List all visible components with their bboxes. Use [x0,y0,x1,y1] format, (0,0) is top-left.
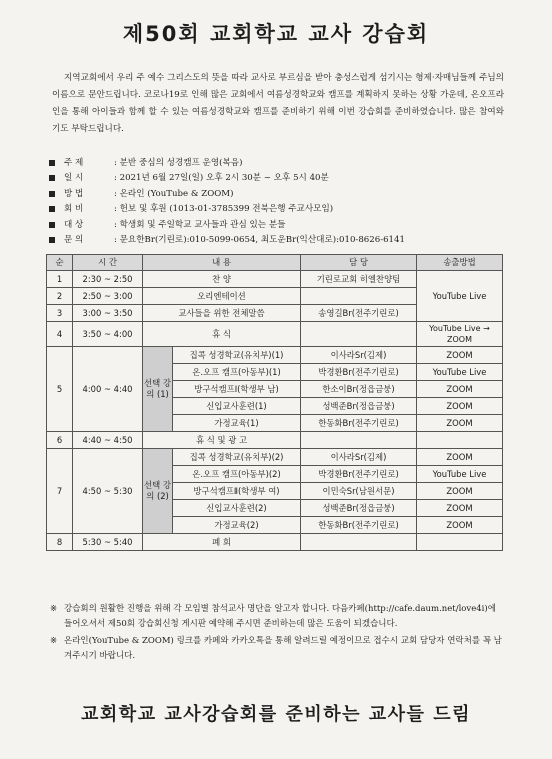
header-time: 시 간 [73,255,143,271]
table-row: 신입교사훈련(2) 성백준Br(정읍금붕) ZOOM [47,500,503,517]
footer-signature: 교회학교 교사강습회를 준비하는 교사들 드림 [81,704,471,725]
table-row: 방구석캠프Ⅱ(학생부 여) 이민숙Sr(남원서문) ZOOM [47,483,503,500]
schedule-table [46,254,503,551]
header-no: 순 [47,255,73,271]
note-item: ※ 강습회의 원활한 진행을 위해 각 모임별 참석교사 명단을 알고자 합니다. 다음카페(http://cafe.daum.net/love4i)에 들어오셔서 제50회 강습회신청 게시판 예약해 주시면 준비하는데 많은 도움이 되겠습니다. [50,602,506,632]
elective-label-1: 선택 강의 (1) [143,347,173,432]
table-row: 8 5:30 ~ 5:40 폐 회 [47,534,503,551]
table-row: 1 2:30 ~ 2:50 찬 양 기린로교회 히엘찬양팀 YouTube Live [47,271,503,288]
table-row: 2 2:50 ~ 3:00 오리엔테이션 [47,288,503,305]
info-theme: 주 제 : 분반 중심의 성경캠프 운영(복음) [48,156,518,171]
info-fee: 회 비 : 헌보 및 후원 (1013-01-3785399 전북은행 주교사모임) [48,202,518,217]
header-method: 송출방법 [417,255,503,271]
square-bullet-icon [48,218,58,233]
notes-section [50,602,506,666]
table-row: 5 4:00 ~ 4:40 선택 강의 (1) 집콕 성경학교(유치부)(1) 이사라Sr(김제) ZOOM [47,347,503,364]
table-row: 3 3:00 ~ 3:50 교사들을 위한 전체말씀 송영길Br(전주기린로) [47,305,503,322]
square-bullet-icon [48,187,58,202]
table-row: 방구석캠프Ⅰ(학생부 남) 한소이Br(정읍금붕) ZOOM [47,381,503,398]
info-method: 방 법 : 온라인 (YouTube & ZOOM) [48,187,518,202]
page-title: 제50회 교회학교 교사 강습회 [122,22,430,46]
table-row: 신입교사훈련(1) 성백준Br(정읍금붕) ZOOM [47,398,503,415]
info-contact: 문 의 : 문요한Br(기린로):010-5099-0654, 최도운Br(익산대로):010-8626-6141 [48,233,518,248]
elective-label-2: 선택 강의 (2) [143,449,173,534]
info-audience: 대 상 : 학생회 및 주일학교 교사들과 관심 있는 분들 [48,218,518,233]
info-date: 일 시 : 2021년 6월 27일(일) 오후 2시 30분 ~ 오후 5시 40분 [48,171,518,186]
table-row: 6 4:40 ~ 4:50 휴 식 및 광 고 [47,432,503,449]
square-bullet-icon [48,171,58,186]
table-row: 가정교육(1) 한동화Br(전주기린로) ZOOM [47,415,503,432]
table-row: 가정교육(2) 한동화Br(전주기린로) ZOOM [47,517,503,534]
square-bullet-icon [48,156,58,171]
table-row: 4 3:50 ~ 4:00 휴 식 YouTube Live → ZOOM [47,322,503,347]
table-header-row [47,255,503,271]
note-item: ※ 온라인(YouTube & ZOOM) 링크를 카페와 카카오톡을 통해 알려드릴 예정이므로 접수시 교회 담당자 연락처를 꼭 남겨주시기 바랍니다. [50,634,506,664]
header-content: 내 용 [143,255,301,271]
table-row: 온.오프 캠프(아동부)(2) 박경환Br(전주기린로) YouTube Live [47,466,503,483]
square-bullet-icon [48,202,58,217]
header-person: 담 당 [301,255,417,271]
table-row: 7 4:50 ~ 5:30 선택 강의 (2) 집콕 성경학교(유치부)(2) 이사라Sr(김제) ZOOM [47,449,503,466]
table-row: 온.오프 캠프(아동부)(1) 박경환Br(전주기린로) YouTube Live [47,364,503,381]
reference-mark-icon: ※ [50,636,58,646]
info-list [48,156,518,248]
method-youtube-group: YouTube Live [417,271,503,322]
square-bullet-icon [48,233,58,248]
intro-paragraph: 지역교회에서 우리 주 예수 그리스도의 뜻을 따라 교사로 부르심을 받아 충성스럽게 섬기시는 형제·자매님들께 주님의 이름으로 문안드립니다. 코로나19로 인해 많은 교회에서 여름성경학교와 캠프를 계획하지 못하는 상황 가운데, 온오프라인을 통해 아이들과 함께 할 수 있는 여름성경학교와 캠프를 준비하기 위해 이번 강습회를 준비하였습니다. 많은 참여와 기도 부탁드립니다. [52,73,504,134]
reference-mark-icon: ※ [50,604,58,614]
